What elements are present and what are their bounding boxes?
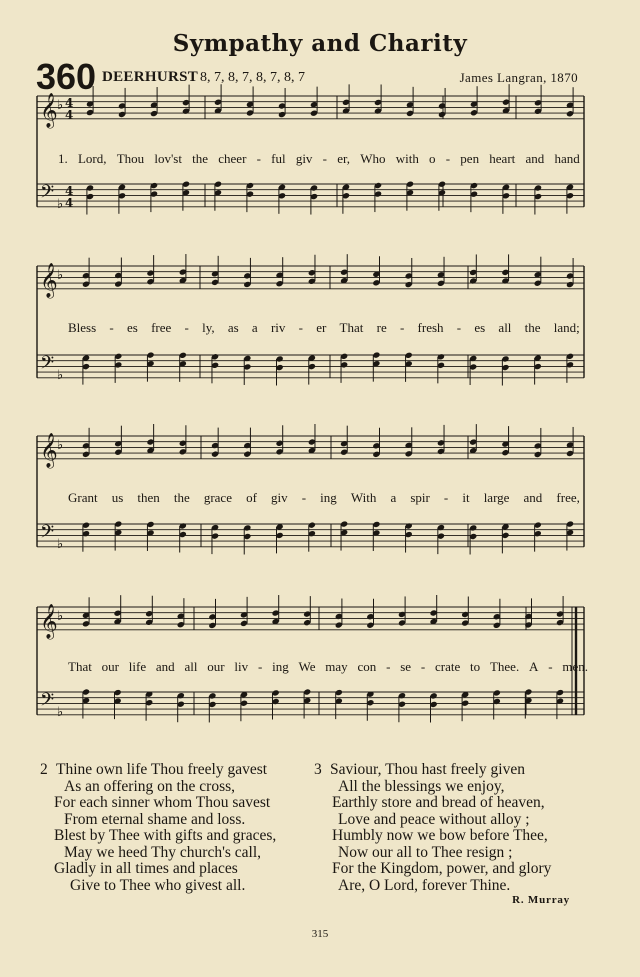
verse-number: 3 [314,761,322,778]
lyric-syllable: Bless [68,320,97,335]
lyric-syllable: free, [556,490,580,505]
verse-line: Saviour, Thou hast freely given [330,761,525,778]
lyric-syllable: Lord, [77,151,107,166]
lyric-syllable: the [524,320,541,335]
lyric-syllable: - [548,659,553,674]
verse-line: For the Kingdom, power, and glory [332,860,552,877]
flat-icon: ♭ [57,705,64,720]
flat-icon: ♭ [57,609,64,624]
lyric-syllable: and [525,151,545,166]
lyric-syllable: We [298,659,316,674]
lyric-syllable: the [173,490,190,505]
lyric-syllable: - [256,151,261,166]
lyric-syllable: - [399,320,405,335]
lyric-syllable: - [301,490,307,505]
time-signature: 4 [65,184,74,198]
lyric-syllable: all [498,320,512,335]
verse-line: Are, O Lord, forever Thine. [338,876,511,894]
lyric-syllable: es [474,320,486,335]
lyric-syllable: Who [360,151,386,166]
lyric-syllable: to [470,659,481,674]
lyric-syllable: - [298,320,303,335]
lyric-syllable: pen [460,151,480,166]
lyric-syllable: land; [553,320,580,335]
flat-icon: ♭ [57,197,64,212]
lyric-syllable: ing [272,659,289,674]
bass-clef-icon: 𝄢 [40,353,55,378]
treble-clef-icon: 𝄞 [40,263,58,298]
verse-line: Now our all to Thee resign ; [338,843,513,861]
meter: 8, 7, 8, 7, 8, 7, 8, 7 [200,70,305,85]
lyric-syllable: That [68,659,92,674]
lyric-syllable: Grant [68,490,98,505]
lyric-syllable: may [325,659,348,674]
lyric-syllable: - [456,320,462,335]
lyric-syllable: giv [295,151,313,166]
lyric-syllable: of [246,490,257,505]
lyric-syllable: hand [554,151,580,166]
time-signature: 4 [65,196,74,210]
page-number: 315 [311,928,329,940]
lyric-syllable: - [386,659,391,674]
lyric-syllable: giv [271,490,288,505]
verse-line: All the blessings we enjoy, [338,777,505,795]
lyric-syllable: as [227,320,239,335]
lyric-syllable: - [322,151,327,166]
lyric-syllable: a [251,320,258,335]
treble-clef-icon: 𝄞 [40,604,58,639]
flat-icon: ♭ [57,537,64,552]
treble-clef-icon: 𝄞 [40,433,58,468]
lyric-syllable: with [395,151,419,166]
lyric-syllable: liv [234,659,249,674]
lyric-syllable: our [207,659,225,674]
lyric-syllable: ing [320,490,337,505]
bass-clef-icon: 𝄢 [40,182,55,207]
verse-line: Gladly in all times and places [54,860,238,877]
lyric-syllable: lov'st [154,151,182,166]
verse-line: Give to Thee who givest all. [70,876,246,894]
treble-clef-icon: 𝄞 [40,93,58,128]
lyric-syllable: Thee. [489,659,520,674]
lyric-syllable: ful [271,151,286,166]
lyric-syllable: es [126,320,138,335]
verse-line: Earthly store and bread of heaven, [332,794,545,811]
lyric-line [68,659,588,675]
flat-icon: ♭ [57,368,64,383]
lyric-syllable: A [529,659,539,674]
verse-line: For each sinner whom Thou savest [54,794,271,811]
lyric-line [68,490,580,506]
verse-number: 1. [58,151,68,166]
lyric-syllable: ly, [202,320,215,335]
lyric-syllable: con [357,659,377,674]
lyric-syllable: cheer [218,151,247,166]
time-signature: 4 [65,96,74,110]
tune-name: DEERHURST [102,69,199,85]
verse-line: As an offering on the cross, [64,777,236,795]
verse-line: Humbly now we bow before Thee, [332,827,548,844]
lyric-syllable: and [523,490,543,505]
verse-3 [314,762,551,894]
lyric-syllable: - [109,320,114,335]
author-credit: R. Murray [512,894,570,906]
verse-line: Thine own life Thou freely gavest [56,761,268,778]
lyric-syllable: riv [270,320,286,335]
lyric-syllable: Thou [116,151,145,166]
lyric-syllable: That [339,320,364,335]
lyric-syllable: - [184,320,189,335]
lyric-syllable: er [316,320,327,335]
lyric-syllable: - [420,659,426,674]
lyric-syllable: all [184,659,198,674]
hymn-number: 360 [36,56,97,97]
flat-icon: ♭ [57,438,64,453]
flat-icon: ♭ [57,98,64,113]
bass-clef-icon: 𝄢 [40,522,55,547]
lyric-syllable: heart [489,151,516,166]
lyric-syllable: re [376,320,387,335]
lyric-syllable: large [483,490,510,505]
lyric-syllable: life [128,659,147,674]
verse-line: Love and peace without alloy ; [338,810,530,828]
composer-credit: James Langran, 1870 [459,70,578,85]
lyric-syllable: crate [434,659,461,674]
lyric-syllable: free [151,320,172,335]
lyric-syllable: and [155,659,175,674]
verse-number: 2 [40,761,48,778]
lyric-syllable: a [390,490,397,505]
page-title: Sympathy and Charity [172,30,468,57]
lyric-syllable: - [443,490,449,505]
lyric-syllable: o [429,151,436,166]
lyric-syllable: With [350,490,377,505]
lyric-syllable: grace [203,490,232,505]
lyric-syllable: fresh [417,320,444,335]
verse-line: From eternal shame and loss. [64,810,246,828]
verse-2 [40,762,276,894]
lyric-syllable: men. [562,659,588,674]
lyric-syllable: our [101,659,119,674]
lyric-syllable: er, [337,151,351,166]
lyric-syllable: se [400,659,412,674]
lyric-syllable: the [192,151,209,166]
verse-line: Blest by Thee with gifts and graces, [54,827,277,844]
flat-icon: ♭ [57,268,64,283]
music-system [37,84,584,214]
lyric-syllable: spir [410,490,430,505]
lyric-line [68,320,580,336]
lyric-syllable: - [257,659,263,674]
lyric-line [58,151,580,167]
lyric-syllable: then [137,490,160,505]
time-signature: 4 [65,108,74,122]
lyric-syllable: us [111,490,124,505]
lyric-syllable: it [462,490,470,505]
lyric-syllable: - [445,151,451,166]
bass-clef-icon: 𝄢 [40,690,55,715]
verse-line: May we heed Thy church's call, [64,843,262,861]
